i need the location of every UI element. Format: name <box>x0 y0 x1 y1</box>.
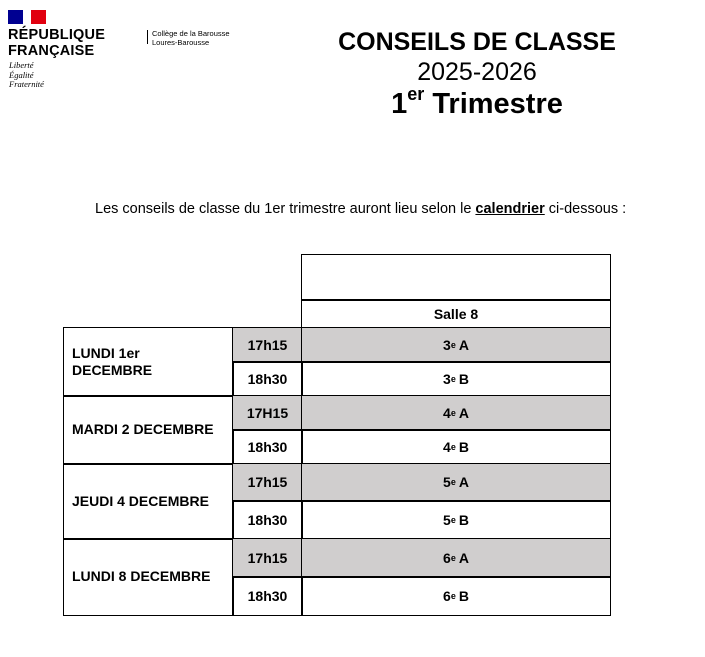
page-title: CONSEILS DE CLASSE <box>338 28 616 56</box>
class-group: B <box>458 438 469 455</box>
motto-fraternite: Fraternité <box>9 79 44 89</box>
time-cell: 17H15 <box>232 395 303 431</box>
term-title <box>300 84 654 121</box>
calendar-emphasis: calendrier <box>475 201 545 217</box>
motto-egalite: Égalité <box>9 69 34 80</box>
class-level: 5 <box>443 511 451 528</box>
day-cell: JEUDI 4 DECEMBRE <box>63 463 234 540</box>
logo-line1: RÉPUBLIQUE <box>8 27 106 43</box>
class-level: 6 <box>443 587 451 604</box>
class-group: A <box>458 404 469 421</box>
class-group: B <box>458 511 469 528</box>
time-cell: 17h15 <box>232 538 303 578</box>
class-cell: 3 e B <box>301 361 611 397</box>
class-cell: 6 e A <box>301 538 611 578</box>
republique-francaise-logo <box>8 27 105 59</box>
motto-liberte: Liberté <box>9 60 34 70</box>
class-cell: 4 e B <box>301 429 611 465</box>
room-header: Salle 8 <box>301 299 611 329</box>
time-cell: 18h30 <box>232 361 303 397</box>
header-blank-cell <box>301 254 611 301</box>
time-cell: 18h30 <box>232 500 303 540</box>
school-label: Collège de la Barousse <box>152 29 230 38</box>
term-word: Trimestre <box>432 88 563 120</box>
intro-text <box>95 201 626 217</box>
school-town: Loures-Barousse <box>152 38 210 47</box>
class-level: 3 <box>443 336 451 353</box>
school-name <box>152 29 230 47</box>
class-cell: 6 e B <box>301 576 611 616</box>
logo-divider <box>147 30 148 44</box>
time-cell: 17h15 <box>232 463 303 502</box>
day-cell: LUNDI 1er DECEMBRE <box>63 327 234 397</box>
class-level: 4 <box>443 404 451 421</box>
class-cell: 5 e A <box>301 463 611 502</box>
class-cell: 5 e B <box>301 500 611 540</box>
intro-before: Les conseils de classe du 1er trimestre auront lieu selon le <box>95 201 476 217</box>
class-level: 3 <box>443 370 451 387</box>
time-cell: 17h15 <box>232 327 303 363</box>
school-year: 2025-2026 <box>417 58 537 86</box>
class-group: A <box>458 336 469 353</box>
class-group: A <box>458 474 469 491</box>
time-cell: 18h30 <box>232 576 303 616</box>
class-group: B <box>458 587 469 604</box>
day-cell: LUNDI 8 DECEMBRE <box>63 538 234 616</box>
class-level: 4 <box>443 438 451 455</box>
class-cell: 3 e A <box>301 327 611 363</box>
day-cell: MARDI 2 DECEMBRE <box>63 395 234 465</box>
motto <box>9 61 44 90</box>
class-cell: 4 e A <box>301 395 611 431</box>
french-flag-logo <box>8 10 46 24</box>
time-cell: 18h30 <box>232 429 303 465</box>
term-number: 1 <box>391 88 408 120</box>
class-group: A <box>458 549 469 566</box>
class-level: 6 <box>443 549 451 566</box>
class-level: 5 <box>443 474 451 491</box>
intro-after: ci-dessous : <box>544 201 627 217</box>
logo-line2: FRANÇAISE <box>8 43 95 59</box>
class-group: B <box>458 370 469 387</box>
term-sup: er <box>407 84 425 104</box>
